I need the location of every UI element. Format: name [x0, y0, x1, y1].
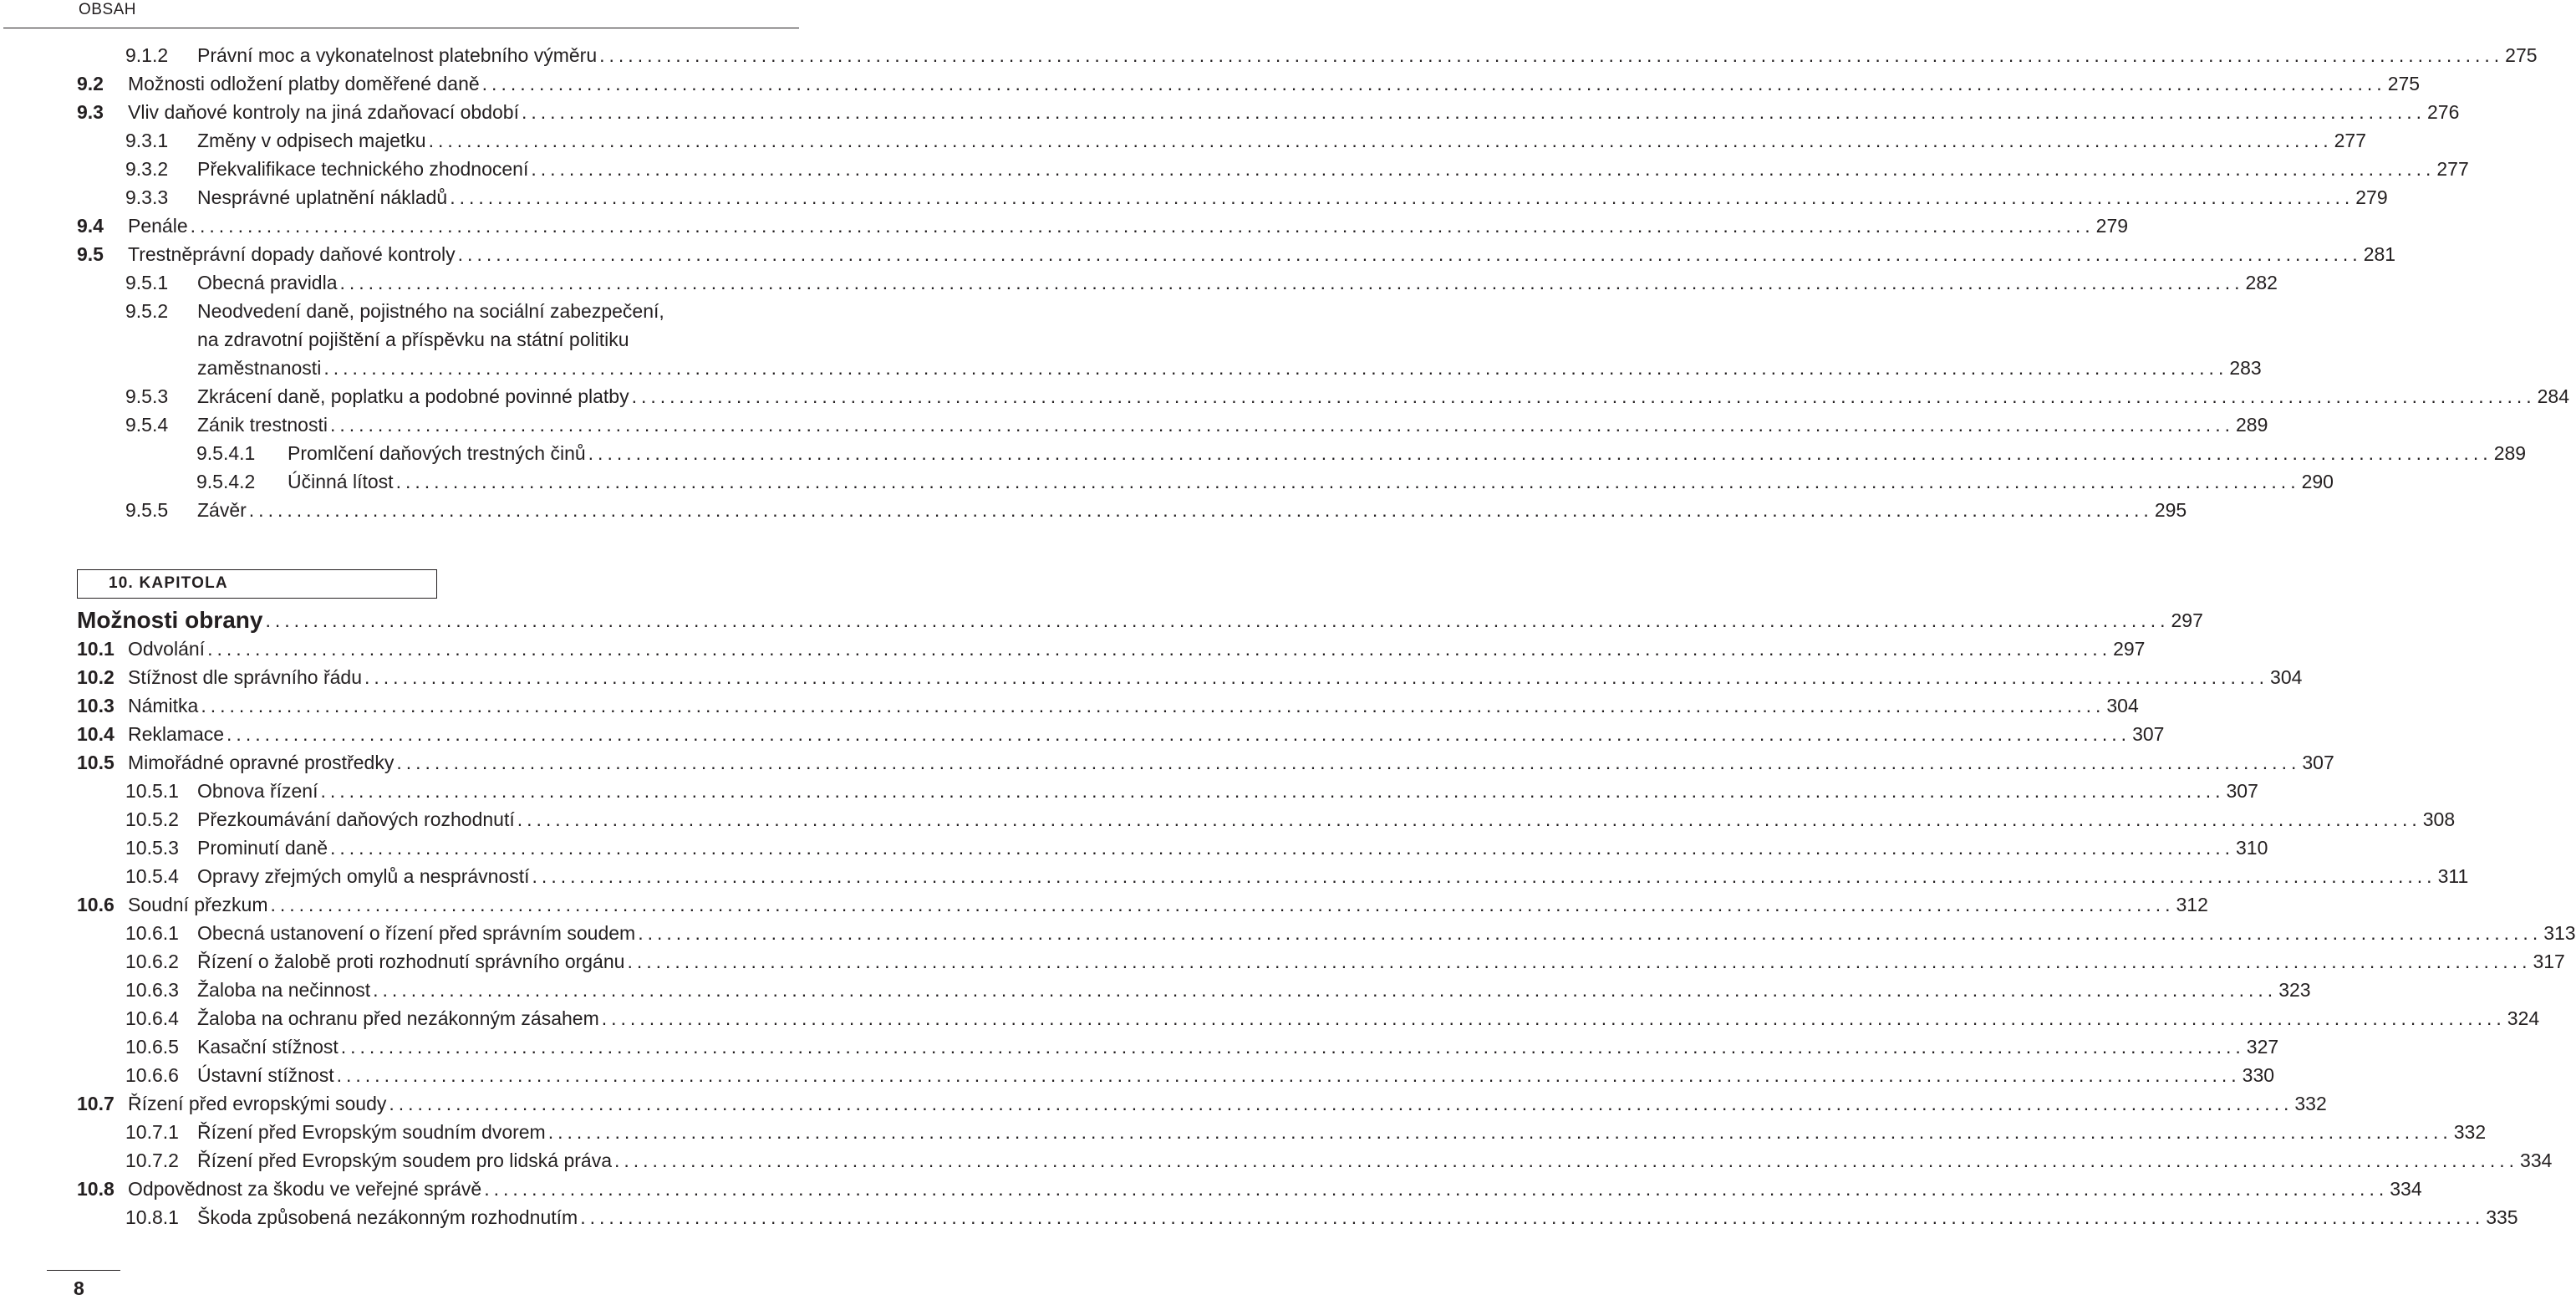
toc-entry-title: Vliv daňové kontroly na jiná zdaňovací období: [128, 101, 519, 123]
toc-entry-page: 297: [2171, 609, 2203, 631]
dot-leader: ........................................................................................................................................................................................................: [248, 499, 2153, 521]
toc-entry-title: Změny v odpisech majetku: [197, 130, 426, 151]
toc-entry-number: 9.5.1: [125, 272, 169, 293]
toc-entry-page: 307: [2302, 752, 2334, 773]
toc-entry-title: Kasační stížnost: [197, 1036, 339, 1058]
toc-entry-10-3[interactable]: [77, 691, 2139, 720]
toc-entry-line: [197, 268, 2278, 297]
toc-entry-10-5-1[interactable]: [77, 777, 2258, 805]
toc-entry-page: 281: [2363, 243, 2396, 265]
toc-entry-number: 9.5.4: [125, 414, 169, 436]
toc-entry-line: [128, 663, 2303, 691]
toc-entry-10-6-6[interactable]: [77, 1061, 2275, 1089]
toc-entry-title: Zánik trestnosti: [197, 414, 328, 436]
toc-entry-number: 9.5.2: [125, 300, 169, 322]
toc-chapter-title[interactable]: [77, 606, 2203, 635]
toc-entry-9-5-1[interactable]: [77, 268, 2278, 297]
toc-entry-line: [197, 382, 2570, 410]
toc-entry-line: [128, 69, 2421, 98]
toc-entry-9-5[interactable]: [77, 240, 2396, 268]
toc-entry-title: Obnova řízení: [197, 780, 318, 802]
toc-entry-title: Penále: [128, 215, 188, 237]
dot-leader: ........................................................................................................................................................................................................: [531, 158, 2436, 180]
toc-entry-line: [197, 1032, 2279, 1061]
toc-entry-number: 9.1.2: [125, 44, 169, 66]
dot-leader: ........................................................................................................................................................................................................: [547, 1121, 2452, 1143]
toc-entry-title: zaměstnanosti: [197, 357, 322, 379]
toc-entry-page: 310: [2236, 837, 2268, 859]
toc-entry-page: 307: [2132, 723, 2165, 745]
toc-entry-10-6-5[interactable]: [77, 1032, 2279, 1061]
toc-entry-line: [128, 212, 2129, 240]
toc-entry-number: 9.3: [77, 101, 104, 123]
toc-entry-9-5-5[interactable]: [77, 496, 2187, 524]
toc-entry-page: 330: [2242, 1064, 2275, 1086]
toc-entry-line: [197, 976, 2311, 1004]
dot-leader: ........................................................................................................................................................................................................: [320, 780, 2225, 802]
toc-entry-number: 9.3.2: [125, 158, 169, 180]
toc-entry-title: Účinná lítost: [288, 471, 394, 492]
toc-entry-10-4[interactable]: [77, 720, 2165, 748]
toc-entry-title: Řízení před Evropským soudem pro lidská práva: [197, 1150, 612, 1171]
toc-entry-line: [197, 354, 2262, 382]
toc-entry-10-5-2[interactable]: [77, 805, 2456, 834]
toc-entry-10-5-3[interactable]: [77, 834, 2268, 862]
toc-entry-line: [197, 410, 2268, 439]
dot-leader: ........................................................................................................................................................................................................: [517, 808, 2421, 830]
toc-entry-number: 10.7.1: [125, 1121, 179, 1143]
toc-entry-line: [197, 155, 2469, 183]
toc-entry-line: [197, 947, 2565, 976]
toc-entry-title: Žaloba na ochranu před nezákonným zásahem: [197, 1007, 599, 1029]
toc-entry-9-5-4-2[interactable]: [77, 467, 2334, 496]
toc-entry-number: 9.5.5: [125, 499, 169, 521]
toc-entry-line: [128, 1175, 2422, 1203]
toc-entry-number: 10.5: [77, 752, 115, 773]
toc-entry-10-8-1[interactable]: [77, 1203, 2518, 1231]
toc-entry-line: [288, 467, 2334, 496]
toc-entry-line: [288, 439, 2527, 467]
toc-entry-line: [128, 890, 2208, 919]
dot-leader: ........................................................................................................................................................................................................: [457, 243, 2362, 265]
running-header-label: OBSAH: [79, 1, 137, 18]
toc-entry-page: 335: [2486, 1206, 2518, 1228]
toc-entry-number: 9.5.4.1: [196, 442, 256, 464]
dot-leader: ........................................................................................................................................................................................................: [329, 414, 2234, 436]
toc-entry-line: [197, 919, 2576, 947]
toc-entry-number: 10.5.4: [125, 865, 179, 887]
toc-entry-title: Ústavní stížnost: [197, 1064, 334, 1086]
dot-leader: ........................................................................................................................................................................................................: [450, 186, 2355, 208]
dot-leader: ........................................................................................................................................................................................................: [428, 130, 2333, 151]
dot-leader: ........................................................................................................................................................................................................: [614, 1150, 2519, 1171]
toc-entry-10-5[interactable]: [77, 748, 2334, 777]
toc-entry-number: 10.6.5: [125, 1036, 179, 1058]
toc-entry-title: Odpovědnost za škodu ve veřejné správě: [128, 1178, 482, 1200]
toc-entry-title: Reklamace: [128, 723, 225, 745]
toc-entry-page: 277: [2436, 158, 2469, 180]
toc-entry-line: [197, 1118, 2487, 1146]
toc-entry-page: 317: [2533, 951, 2565, 972]
toc-entry-page: 289: [2493, 442, 2527, 464]
toc-entry-title: Zkrácení daně, poplatku a podobné povinné platby: [197, 385, 629, 407]
toc-entry-number: 10.4: [77, 723, 115, 745]
dot-leader: ........................................................................................................................................................................................................: [484, 1178, 2389, 1200]
toc-entry-page: 277: [2334, 130, 2366, 151]
dot-leader: ........................................................................................................................................................................................................: [627, 951, 2532, 972]
toc-entry-title: Opravy zřejmých omylů a nesprávností: [197, 865, 530, 887]
dot-leader: ........................................................................................................................................................................................................: [580, 1206, 2485, 1228]
toc-entry-number: 10.3: [77, 695, 115, 716]
toc-entry-title: Obecná pravidla: [197, 272, 338, 293]
toc-entry-9-1-2[interactable]: [77, 41, 2538, 69]
toc-entry-page: 311: [2437, 865, 2469, 887]
toc-entry-page: 304: [2270, 666, 2303, 688]
toc-entry-page: 289: [2235, 414, 2268, 436]
dot-leader: ........................................................................................................................................................................................................: [521, 101, 2426, 123]
dot-leader: ........................................................................................................................................................................................................: [323, 357, 2228, 379]
dot-leader: ........................................................................................................................................................................................................: [207, 638, 2112, 660]
toc-entry-line: [197, 126, 2366, 155]
toc-entry-line: [197, 496, 2187, 524]
toc-entry-number: 10.8: [77, 1178, 115, 1200]
toc-entry-page: 334: [2520, 1150, 2553, 1171]
toc-entry-9-3[interactable]: [77, 98, 2460, 126]
dot-leader: ........................................................................................................................................................................................................: [601, 1007, 2506, 1029]
toc-entry-title: Obecná ustanovení o řízení před správním soudem: [197, 922, 636, 944]
toc-entry-number: 10.6.1: [125, 922, 179, 944]
dot-leader: ........................................................................................................................................................................................................: [638, 922, 2543, 944]
dot-leader: ........................................................................................................................................................................................................: [481, 73, 2386, 94]
toc-entry-line: [128, 720, 2165, 748]
toc-entry-line: [197, 183, 2388, 212]
toc-entry-number: 9.3.3: [125, 186, 169, 208]
toc-entry-title: Soudní přezkum: [128, 894, 268, 915]
toc-entry-number: 10.5.3: [125, 837, 179, 859]
toc-entry-title: Námitka: [128, 695, 199, 716]
toc-entry-page: 323: [2278, 979, 2311, 1001]
toc-entry-title: Řízení před Evropským soudním dvorem: [197, 1121, 546, 1143]
dot-leader: ........................................................................................................................................................................................................: [227, 723, 2131, 745]
toc-entry-number: 10.2: [77, 666, 115, 688]
dot-leader: ........................................................................................................................................................................................................: [373, 979, 2278, 1001]
toc-entry-10-2[interactable]: [77, 663, 2303, 691]
toc-entry-number: 10.6.4: [125, 1007, 179, 1029]
toc-entry-9-5-3[interactable]: [77, 382, 2570, 410]
toc-entry-10-7-1[interactable]: [77, 1118, 2487, 1146]
toc-entry-title: Možnosti odložení platby doměřené daně: [128, 73, 480, 94]
toc-entry-line: [197, 1146, 2553, 1175]
toc-entry-page: 312: [2176, 894, 2208, 915]
toc-entry-9-2[interactable]: [77, 69, 2421, 98]
toc-entry-page: 307: [2226, 780, 2258, 802]
toc-entry-line: [197, 834, 2268, 862]
toc-entry-line: [128, 98, 2460, 126]
toc-entry-page: 275: [2387, 73, 2421, 94]
toc-entry-10-6-3[interactable]: [77, 976, 2311, 1004]
toc-entry-10-6-1[interactable]: [77, 919, 2576, 947]
toc-entry-line: [197, 862, 2469, 890]
toc-entry-number: 10.6.2: [125, 951, 179, 972]
toc-entry-page: 283: [2229, 357, 2262, 379]
toc-entry-page: 275: [2505, 44, 2538, 66]
toc-entry-9-3-1[interactable]: [77, 126, 2366, 155]
toc-entry-title: Právní moc a vykonatelnost platebního výměru: [197, 44, 598, 66]
dot-leader: ........................................................................................................................................................................................................: [631, 385, 2536, 407]
toc-entry-9-4[interactable]: [77, 212, 2129, 240]
dot-leader: ........................................................................................................................................................................................................: [599, 44, 2504, 66]
toc-entry-10-7-2[interactable]: [77, 1146, 2553, 1175]
toc-entry-line: [197, 805, 2456, 834]
toc-entry-title-line-1: Neodvedení daně, pojistného na sociální zabezpečení,: [197, 300, 664, 322]
toc-entry-line: [197, 1061, 2275, 1089]
dot-leader: ........................................................................................................................................................................................................: [329, 837, 2235, 859]
page-number: 8: [74, 1277, 84, 1299]
toc-entry-page: 334: [2390, 1178, 2422, 1200]
toc-entry-10-1[interactable]: [77, 635, 2146, 663]
toc-entry-number: 10.6.6: [125, 1064, 179, 1086]
toc-entry-10-6-4[interactable]: [77, 1004, 2540, 1032]
toc-entry-page: 290: [2301, 471, 2334, 492]
toc-entry-page: 332: [2453, 1121, 2487, 1143]
toc-entry-page: 284: [2537, 385, 2570, 407]
toc-entry-number: 10.6.3: [125, 979, 179, 1001]
dot-leader: ........................................................................................................................................................................................................: [364, 666, 2269, 688]
dot-leader: ........................................................................................................................................................................................................: [265, 609, 2170, 631]
toc-entry-number: 9.5.4.2: [196, 471, 256, 492]
toc-entry-line: [197, 41, 2538, 69]
toc-entry-10-6-2[interactable]: [77, 947, 2565, 976]
toc-entry-last-line: [77, 354, 2262, 382]
toc-entry-page: 279: [2355, 186, 2388, 208]
toc-entry-line: [197, 1203, 2518, 1231]
toc-entry-9-5-4[interactable]: [77, 410, 2268, 439]
toc-entry-title: Řízení před evropskými soudy: [128, 1093, 387, 1114]
toc-entry-line: [197, 777, 2258, 805]
toc-entry-page: 279: [2095, 215, 2129, 237]
dot-leader: ........................................................................................................................................................................................................: [532, 865, 2436, 887]
toc-entry-title: Závěr: [197, 499, 247, 521]
toc-entry-page: 332: [2294, 1093, 2327, 1114]
toc-entry-title-line-2: na zdravotní pojištění a příspěvku na státní politiku: [197, 329, 629, 350]
toc-entry-title: Řízení o žalobě proti rozhodnutí správního orgánu: [197, 951, 625, 972]
dot-leader: ........................................................................................................................................................................................................: [336, 1064, 2241, 1086]
chapter-label-box: [77, 569, 437, 599]
toc-entry-title: Promlčení daňových trestných činů: [288, 442, 586, 464]
dot-leader: ........................................................................................................................................................................................................: [396, 752, 2301, 773]
toc-entry-9-3-2[interactable]: [77, 155, 2469, 183]
toc-entry-9-5-4-1[interactable]: [77, 439, 2527, 467]
dot-leader: ........................................................................................................................................................................................................: [588, 442, 2492, 464]
toc-entry-page: 304: [2106, 695, 2139, 716]
toc-entry-title: Odvolání: [128, 638, 206, 660]
toc-entry-page: 313: [2543, 922, 2576, 944]
toc-entry-10-8[interactable]: [77, 1175, 2422, 1203]
chapter-label: 10. KAPITOLA: [109, 574, 228, 592]
toc-entry-number: 10.8.1: [125, 1206, 179, 1228]
toc-entry-10-6[interactable]: [77, 890, 2208, 919]
toc-entry-number: 9.2: [77, 73, 104, 94]
chapter-title: Možnosti obrany: [77, 607, 263, 633]
toc-entry-title: Trestněprávní dopady daňové kontroly: [128, 243, 456, 265]
toc-entry-number: 10.7: [77, 1093, 115, 1114]
toc-entry-page: 324: [2507, 1007, 2540, 1029]
dot-leader: ........................................................................................................................................................................................................: [389, 1093, 2293, 1114]
toc-entry-line: [128, 748, 2334, 777]
toc-entry-page: 327: [2246, 1036, 2279, 1058]
toc-entry-number: 10.5.1: [125, 780, 179, 802]
dot-leader: ........................................................................................................................................................................................................: [270, 894, 2175, 915]
toc-entry-page: 297: [2113, 638, 2146, 660]
toc-entry-title: Mimořádné opravné prostředky: [128, 752, 395, 773]
toc-entry-number: 9.5: [77, 243, 104, 265]
toc-entry-line: [197, 1004, 2540, 1032]
toc-entry-title: Stížnost dle správního řádu: [128, 666, 362, 688]
dot-leader: ........................................................................................................................................................................................................: [340, 1036, 2245, 1058]
footer-rule: [47, 1270, 120, 1271]
toc-entry-title: Přezkoumávání daňových rozhodnutí: [197, 808, 515, 830]
toc-entry-number: 9.4: [77, 215, 104, 237]
running-header: [0, 0, 802, 28]
toc-entry-title: Škoda způsobená nezákonným rozhodnutím: [197, 1206, 578, 1228]
toc-entry-title: Nesprávné uplatnění nákladů: [197, 186, 448, 208]
toc-entry-number: 9.5.3: [125, 385, 169, 407]
toc-entry-line: [128, 635, 2146, 663]
toc-entry-title: Prominutí daně: [197, 837, 328, 859]
toc-entry-line: [128, 691, 2139, 720]
toc-entry-number: 10.5.2: [125, 808, 179, 830]
toc-entry-number: 10.6: [77, 894, 115, 915]
dot-leader: ........................................................................................................................................................................................................: [395, 471, 2300, 492]
toc-entry-9-3-3[interactable]: [77, 183, 2388, 212]
dot-leader: ........................................................................................................................................................................................................: [190, 215, 2095, 237]
toc-entry-number: 10.7.2: [125, 1150, 179, 1171]
toc-entry-10-5-4[interactable]: [77, 862, 2469, 890]
toc-entry-title: Překvalifikace technického zhodnocení: [197, 158, 529, 180]
toc-entry-line: [128, 240, 2396, 268]
toc-entry-line: [128, 1089, 2327, 1118]
toc-entry-number: 10.1: [77, 638, 115, 660]
toc-entry-page: 295: [2154, 499, 2187, 521]
toc-entry-page: 308: [2422, 808, 2456, 830]
toc-entry-page: 276: [2427, 101, 2460, 123]
toc-entry-line: [77, 606, 2203, 635]
toc-entry-10-7[interactable]: [77, 1089, 2327, 1118]
toc-entry-page: 282: [2245, 272, 2278, 293]
dot-leader: ........................................................................................................................................................................................................: [339, 272, 2244, 293]
toc-entry-number: 9.3.1: [125, 130, 169, 151]
toc-entry-title: Žaloba na nečinnost: [197, 979, 371, 1001]
dot-leader: ........................................................................................................................................................................................................: [201, 695, 2105, 716]
